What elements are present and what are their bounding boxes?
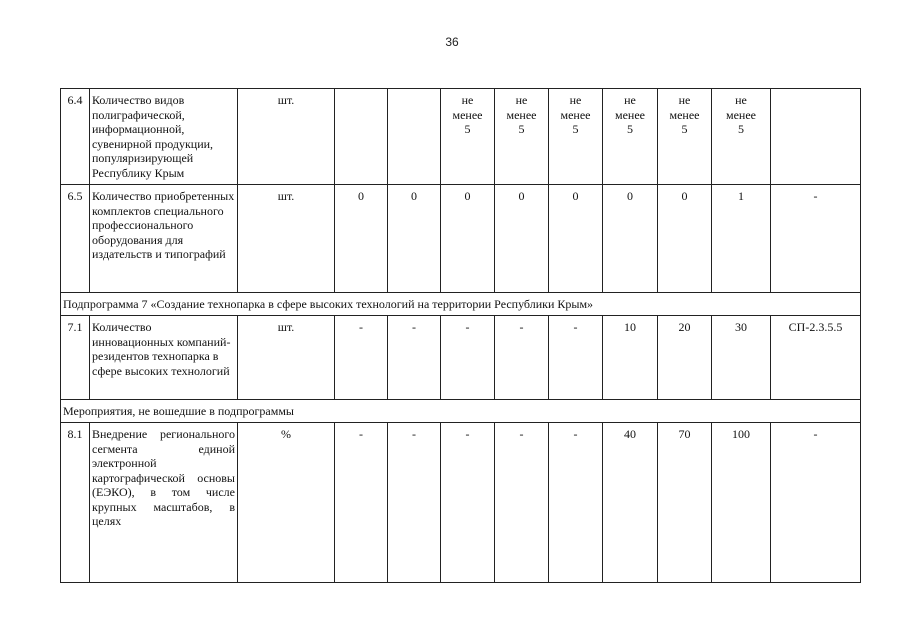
- indicator-name: Количество видов полиграфической, информационной, сувенирной продукции, популяризирующей Республику Крым: [90, 89, 238, 185]
- row-number: 6.5: [61, 185, 90, 293]
- unit-cell: %: [238, 423, 335, 583]
- value-cell: 0: [388, 185, 441, 293]
- value-cell: -: [495, 316, 549, 400]
- unit-cell: шт.: [238, 89, 335, 185]
- value-cell: 0: [658, 185, 712, 293]
- indicator-name: Количество инновационных компаний-резидентов технопарка в сфере высоких технологий: [90, 316, 238, 400]
- page-number: 36: [445, 35, 459, 49]
- reference-cell: -: [771, 423, 861, 583]
- reference-cell: [771, 89, 861, 185]
- table-row: [61, 316, 861, 400]
- section-row: [61, 400, 861, 423]
- indicator-name: Количество приобретенных комплектов специального профессионального оборудования для издательств и типографий: [90, 185, 238, 293]
- row-number: 7.1: [61, 316, 90, 400]
- value-cell: 1: [712, 185, 771, 293]
- value-cell: -: [495, 423, 549, 583]
- indicators-table: [60, 88, 861, 583]
- value-cell: -: [549, 316, 603, 400]
- value-cell: не менее 5: [441, 89, 495, 185]
- unit-cell: шт.: [238, 185, 335, 293]
- value-cell: -: [549, 423, 603, 583]
- value-cell: 10: [603, 316, 658, 400]
- value-cell: не менее 5: [712, 89, 771, 185]
- section-row: [61, 293, 861, 316]
- value-cell: 0: [335, 185, 388, 293]
- row-number: 8.1: [61, 423, 90, 583]
- value-cell: не менее 5: [495, 89, 549, 185]
- table-row: [61, 185, 861, 293]
- value-cell: -: [335, 423, 388, 583]
- value-cell: 0: [441, 185, 495, 293]
- value-cell: 70: [658, 423, 712, 583]
- indicator-name: Внедрение регионального сегмента единой электронной картографической основы (ЕЭКО), в том числе крупных масштабов, в целях: [90, 423, 238, 583]
- value-cell: не менее 5: [658, 89, 712, 185]
- value-cell: 100: [712, 423, 771, 583]
- reference-cell: -: [771, 185, 861, 293]
- value-cell: 0: [549, 185, 603, 293]
- reference-cell: СП-2.3.5.5: [771, 316, 861, 400]
- row-number: 6.4: [61, 89, 90, 185]
- value-cell: -: [388, 423, 441, 583]
- unit-cell: шт.: [238, 316, 335, 400]
- section-title: Подпрограмма 7 «Создание технопарка в сфере высоких технологий на территории Республики Крым»: [61, 293, 861, 316]
- value-cell: -: [441, 316, 495, 400]
- value-cell: [335, 89, 388, 185]
- value-cell: 20: [658, 316, 712, 400]
- value-cell: 40: [603, 423, 658, 583]
- value-cell: не менее 5: [603, 89, 658, 185]
- value-cell: [388, 89, 441, 185]
- value-cell: -: [388, 316, 441, 400]
- value-cell: 30: [712, 316, 771, 400]
- value-cell: 0: [495, 185, 549, 293]
- table-row: [61, 423, 861, 583]
- value-cell: -: [441, 423, 495, 583]
- section-title: Мероприятия, не вошедшие в подпрограммы: [61, 400, 861, 423]
- table-row: [61, 89, 861, 185]
- value-cell: не менее 5: [549, 89, 603, 185]
- value-cell: -: [335, 316, 388, 400]
- value-cell: 0: [603, 185, 658, 293]
